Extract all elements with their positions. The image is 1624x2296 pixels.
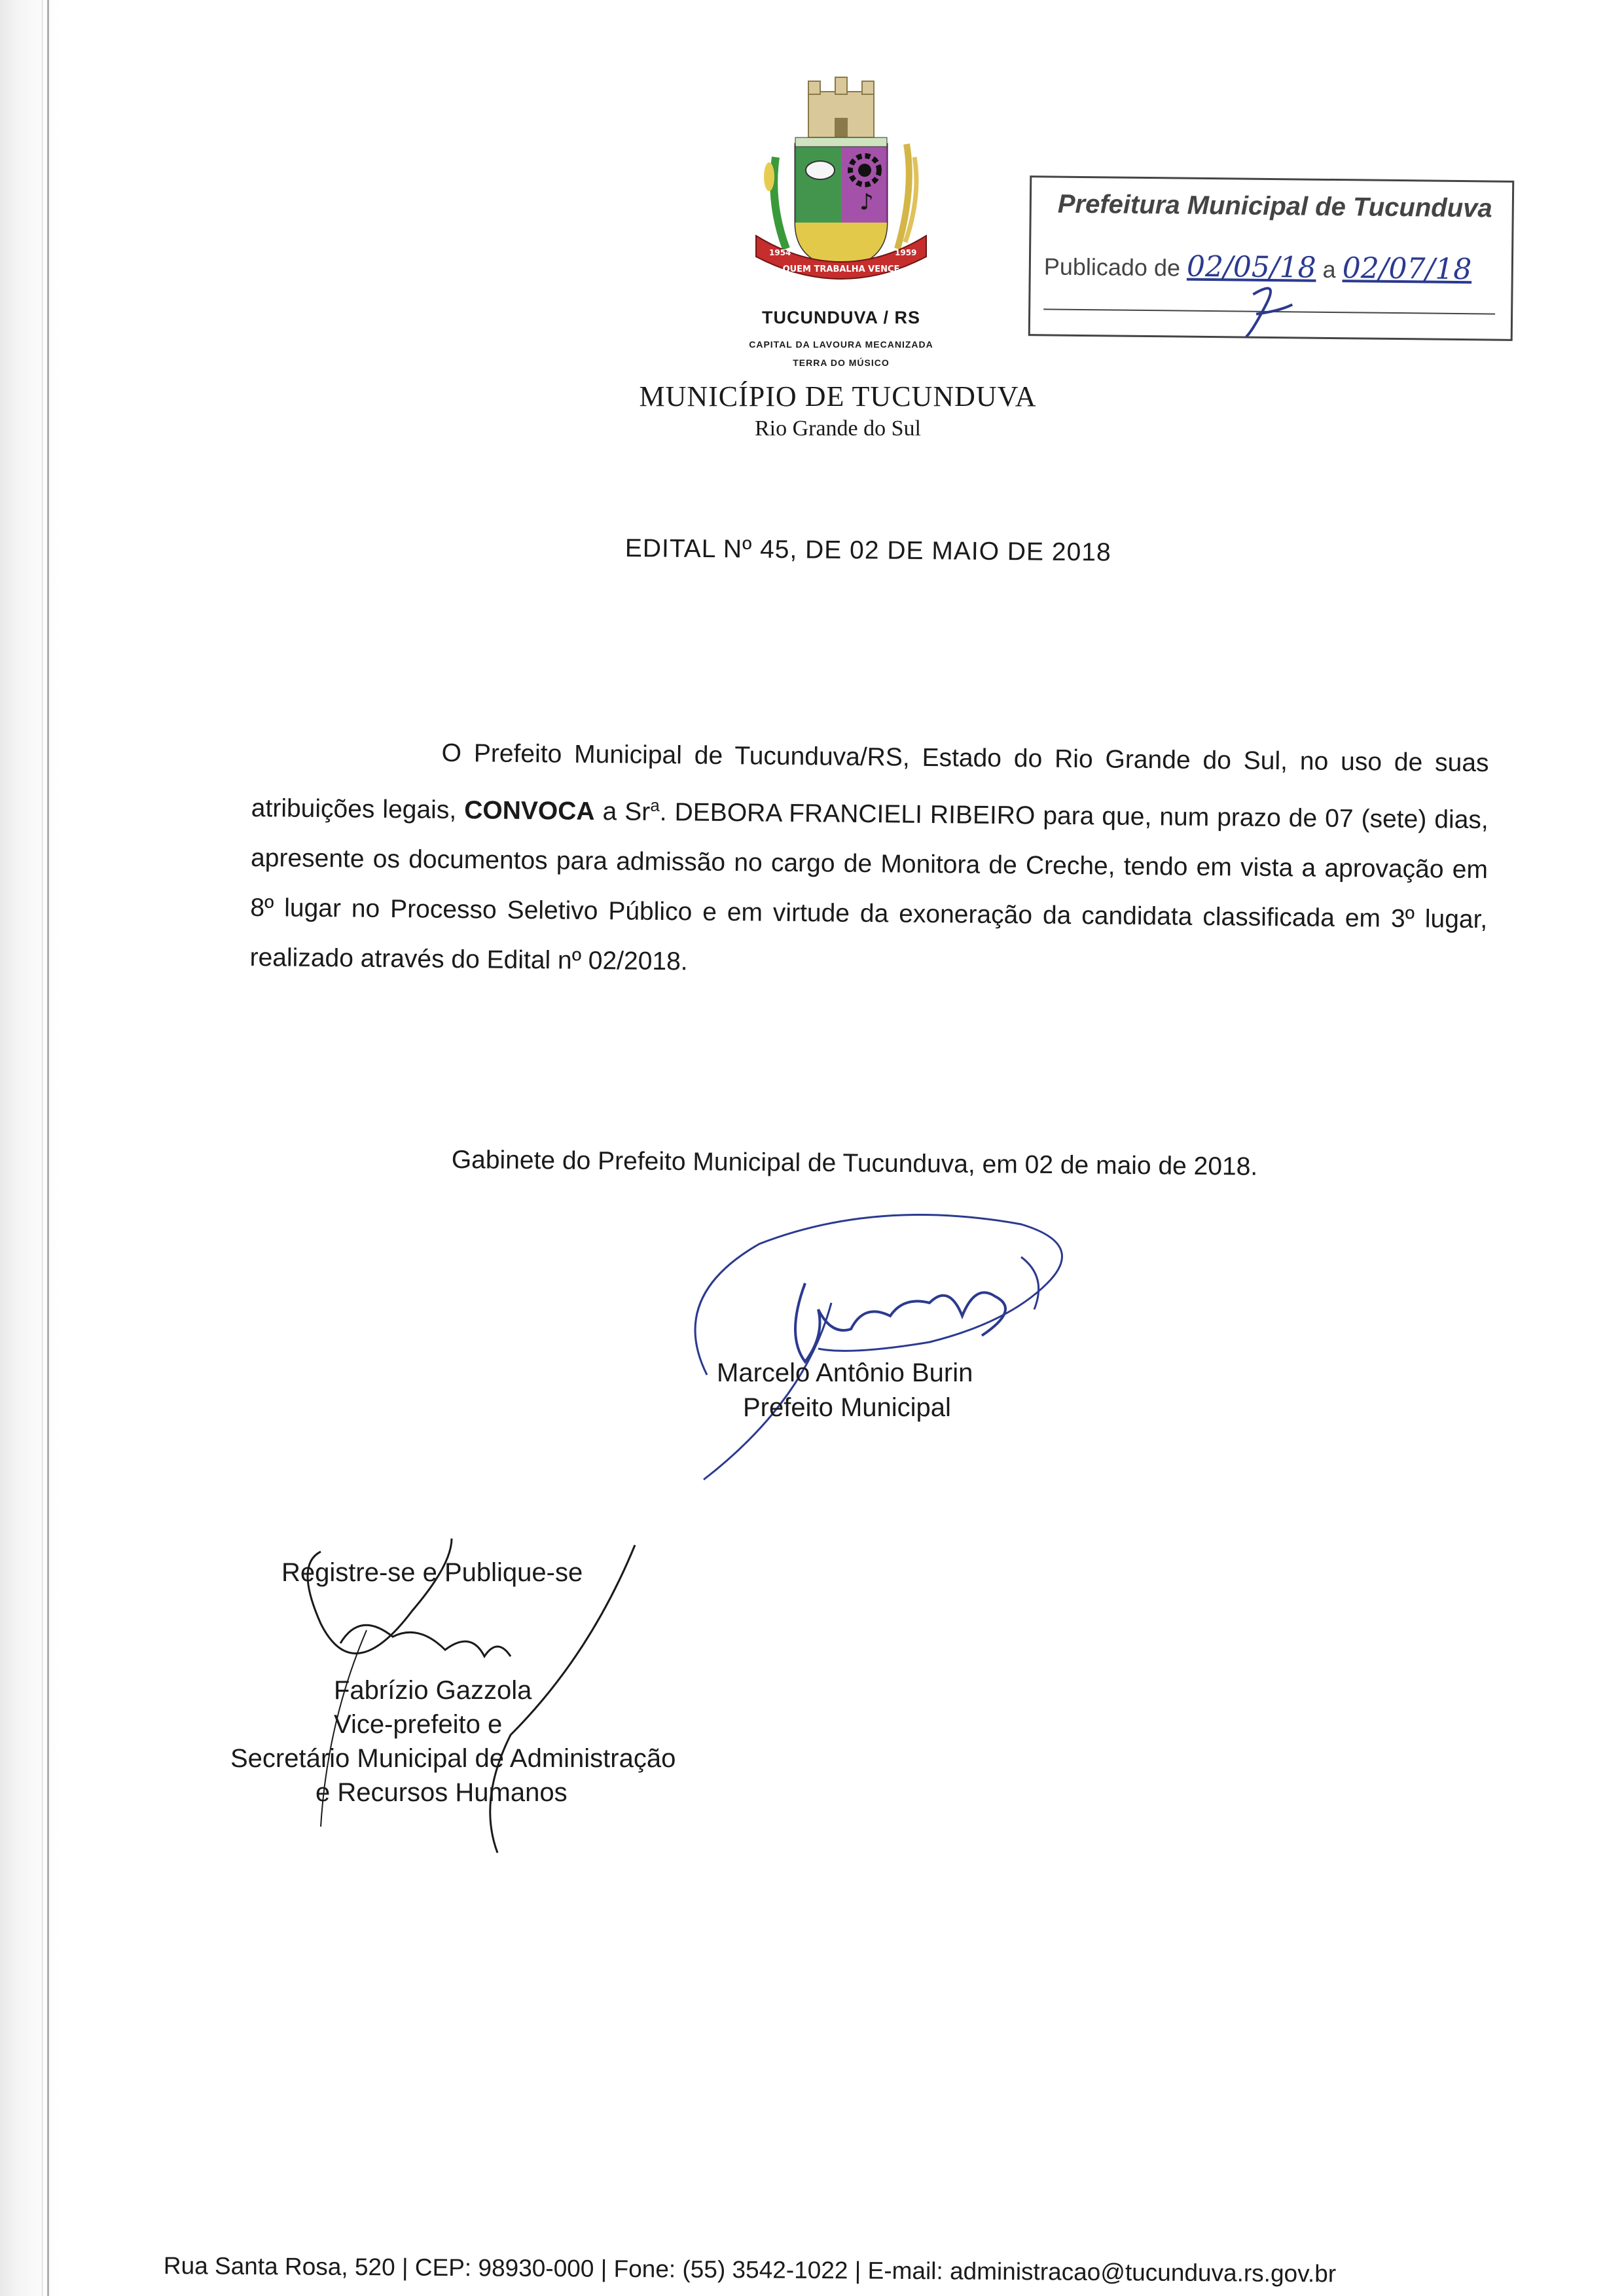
- crest-tagline-2: TERRA DO MÚSICO: [793, 357, 890, 368]
- vice-mayor-role-1: Vice-prefeito e: [334, 1710, 503, 1739]
- svg-text:1954: 1954: [769, 248, 791, 257]
- svg-text:QUEM TRABALHA VENCE: QUEM TRABALHA VENCE: [782, 264, 900, 274]
- scan-binding-edge: [0, 0, 59, 2296]
- edital-title: EDITAL Nº 45, DE 02 DE MAIO DE 2018: [624, 534, 1111, 567]
- stamp-published-label: Publicado de: [1043, 253, 1181, 282]
- scan-binding-line-secondary: [42, 0, 43, 2296]
- scan-binding-line: [47, 0, 49, 2296]
- svg-text:1959: 1959: [895, 248, 917, 257]
- vice-mayor-role-3: e Recursos Humanos: [316, 1778, 568, 1807]
- paragraph-convoca: CONVOCA: [463, 796, 595, 826]
- svg-text:♪: ♪: [859, 189, 874, 215]
- paragraph-main: . DEBORA FRANCIELI RIBEIRO para que, num prazo de 07 (sete) dias, apresente os documentos para admissão no cargo de Monitora de Creche, tendo em vista a aprovação em 8º lugar no Processo Seletivo Público e em virtude da exoneração da candidata classificada em 3º lugar, realizado através do Edital nº 02/2018.: [249, 797, 1489, 976]
- stamp-title: Prefeitura Municipal de Tucunduva: [1057, 189, 1492, 223]
- mayor-signature: [655, 1205, 1100, 1493]
- publication-stamp: [1028, 175, 1515, 341]
- footer-contact: Rua Santa Rosa, 520 | CEP: 98930-000 | Fone: (55) 3542-1022 | E-mail: administracao@tucunduva.rs.gov.br: [163, 2252, 1337, 2287]
- edital-paragraph: [249, 727, 1489, 994]
- crest-tagline-1: CAPITAL DA LAVOURA MECANIZADA: [749, 339, 933, 350]
- register-instruction: Registre-se e Publique-se: [281, 1558, 583, 1587]
- vice-mayor-role-2: Secretário Municipal de Administração: [230, 1744, 676, 1773]
- municipal-coat-of-arms: [743, 72, 939, 295]
- stamp-date-to: 02/07/18: [1342, 251, 1472, 287]
- municipality-name: MUNICÍPIO DE TUCUNDUVA: [639, 380, 1037, 412]
- stamp-connector: a: [1322, 255, 1336, 283]
- mayor-role: Prefeito Municipal: [743, 1393, 951, 1422]
- mayor-name: Marcelo Antônio Burin: [717, 1358, 973, 1387]
- paragraph-intro: O Prefeito Municipal de Tucunduva/RS, Estado do Rio Grande do Sul, no uso de suas atribuições legais,: [251, 738, 1489, 825]
- paragraph-superscript: a: [650, 795, 660, 815]
- municipality-state: Rio Grande do Sul: [754, 416, 922, 441]
- crest-city-label: TUCUNDUVA / RS: [762, 308, 920, 327]
- edital-body: [249, 727, 1489, 994]
- stamp-date-from: 02/05/18: [1186, 249, 1316, 285]
- closing-line: Gabinete do Prefeito Municipal de Tucunduva, em 02 de maio de 2018.: [451, 1146, 1258, 1181]
- stamp-initials-scribble: [1030, 177, 1517, 343]
- vice-mayor-name: Fabrízio Gazzola: [334, 1676, 532, 1705]
- paragraph-salutation: a Sr: [594, 797, 651, 826]
